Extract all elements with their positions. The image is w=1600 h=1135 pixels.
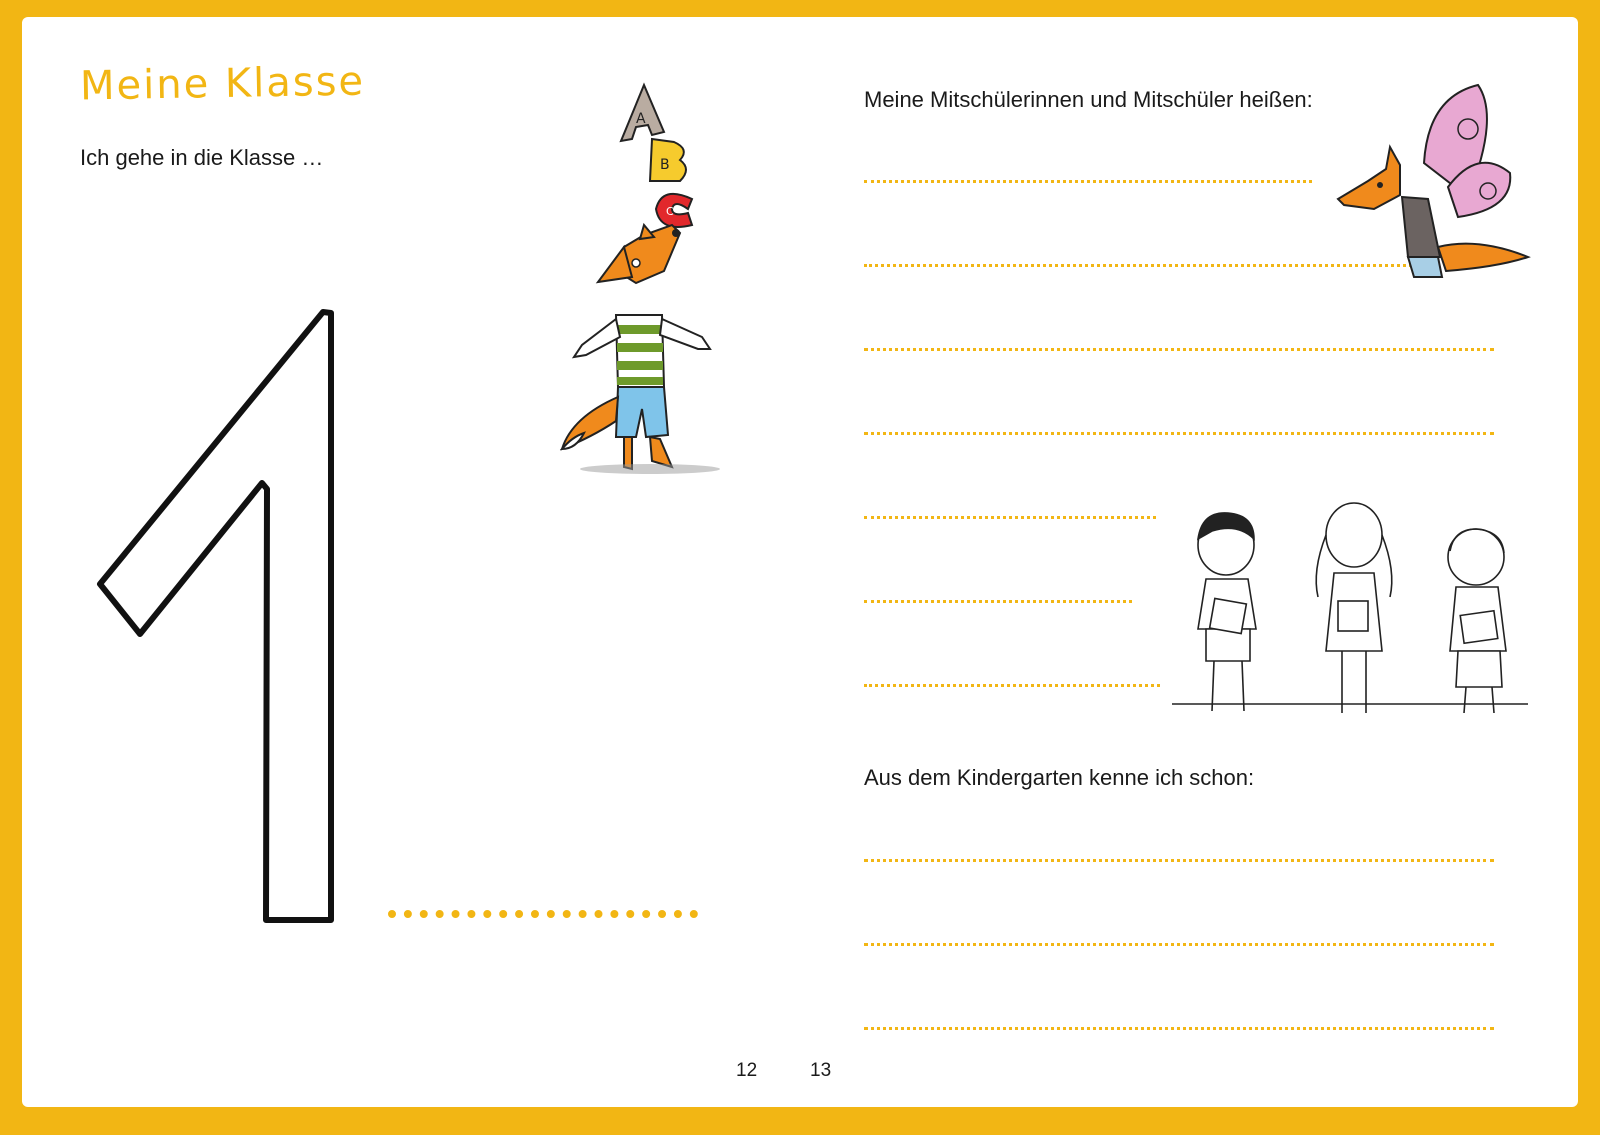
page-number-left: 12 — [736, 1060, 758, 1081]
page-number-right: 13 — [810, 1060, 832, 1081]
child-boy-right-icon — [1448, 529, 1506, 713]
kindergarten-line-1[interactable] — [864, 859, 1494, 862]
kindergarten-line-3[interactable] — [864, 1027, 1494, 1030]
kindergarten-line-2[interactable] — [864, 943, 1494, 946]
classmate-line-5[interactable] — [864, 516, 1156, 519]
letter-c-icon — [656, 194, 692, 227]
classmate-line-3[interactable] — [864, 348, 1494, 351]
child-girl-icon — [1316, 503, 1392, 713]
child-boy-left-icon — [1198, 513, 1256, 711]
page-title: Meine Klasse — [79, 58, 366, 110]
svg-text:B: B — [660, 157, 670, 173]
classmate-line-7[interactable] — [864, 684, 1160, 687]
class-answer-line[interactable] — [388, 910, 698, 918]
flying-fox-illustration — [1328, 77, 1538, 292]
letter-a-icon — [621, 85, 664, 141]
classmate-line-4[interactable] — [864, 432, 1494, 435]
svg-text:A: A — [636, 111, 646, 127]
letter-b-icon — [650, 139, 686, 181]
class-prompt: Ich gehe in die Klasse … — [80, 145, 324, 170]
kindergarten-prompt: Aus dem Kindergarten kenne ich schon: — [864, 765, 1255, 790]
workbook-spread — [22, 17, 1578, 1107]
children-illustration — [1172, 501, 1552, 731]
classmate-line-6[interactable] — [864, 600, 1132, 603]
classmates-prompt: Meine Mitschülerinnen und Mitschüler heißen: — [864, 87, 1313, 112]
svg-text:C: C — [666, 205, 674, 218]
classmate-line-1[interactable] — [864, 180, 1312, 183]
fox-abc-illustration — [532, 57, 732, 477]
